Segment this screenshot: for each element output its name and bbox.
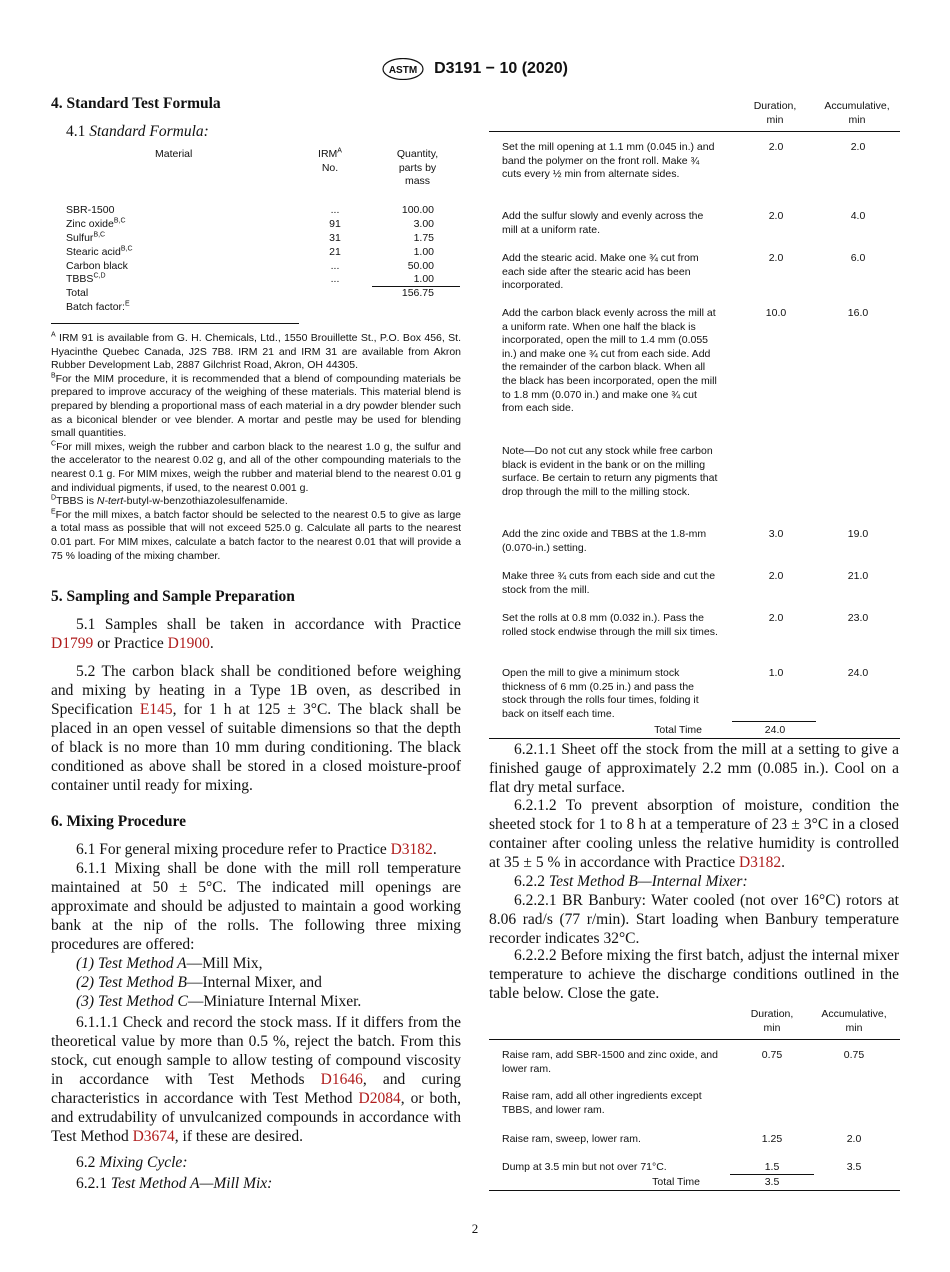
step-description: Note—Do not cut any stock while free carbon black is evident in the bank or on the milling surface. Be certain to return any pigments that drop through the mill to the milling stock.: [502, 445, 718, 498]
subsection-number: 4.1: [66, 123, 86, 140]
batch-factor: [66, 301, 130, 315]
text: .: [781, 854, 786, 871]
step-description: Raise ram, sweep, lower ram.: [502, 1133, 641, 1145]
material-footnote-mark: B,C: [93, 231, 106, 239]
step-duration: 2.0: [768, 210, 784, 222]
method-label: (1) Test Method A: [76, 955, 187, 972]
text: 6.2.1.2 To prevent absorption of moisture, condition the sheeted stock for 1 to 8 h at a temperature of 23 ± 3°C in a closed container after cooling unless the relative humidity is controlled at 35 ± 5 % in accordance with Practice: [489, 797, 899, 871]
link-d1900[interactable]: D1900: [167, 635, 210, 652]
paragraph-6-2-2-2: 6.2.2.2 Before mixing the first batch, adjust the internal mixer temperature to achieve the discharge conditions outlined in the table below. Close the gate.: [489, 947, 899, 1002]
mill-total-value: 24.0: [764, 724, 786, 736]
footnote-text: IRM 91 is available from G. H. Chemicals, Ltd., 1550 Brouillette St., P.O. Box 456, St. Hyacinthe Quebec Canada, J2S 7B8. IRM 21 and IRM 31 are available from Akron Rubber Development Lab, 2887 Gilchrist Road, Akron, OH 44305.: [51, 332, 462, 372]
total-label: Total: [66, 287, 89, 299]
banbury-col-duration: [737, 1008, 807, 1035]
material-name: SBR-1500: [66, 204, 115, 216]
link-d3674[interactable]: D3674: [132, 1128, 175, 1145]
page-header: [0, 58, 950, 80]
step-accumulative: 6.0: [850, 252, 866, 264]
header-line: Duration,: [753, 100, 797, 112]
step-description: Open the mill to give a minimum stock thickness of 6 mm (0.25 in.) and pass the stock through the rolls four times, folding it back on itself each time.: [502, 667, 699, 720]
formula-material: [66, 218, 126, 232]
link-e145[interactable]: E145: [139, 701, 173, 718]
paragraph-6-2: [51, 1153, 461, 1172]
link-d3182[interactable]: D3182: [738, 854, 782, 871]
formula-irm: 21: [329, 246, 341, 258]
method-desc: —Mill Mix,: [186, 955, 263, 972]
step-accumulative: 16.0: [847, 307, 869, 319]
col-header-irm: [310, 148, 350, 175]
footnote-e: [51, 509, 461, 563]
batch-factor-sup: E: [124, 300, 130, 308]
step-duration: 2.0: [768, 570, 784, 582]
step-duration: 1.0: [768, 667, 784, 679]
method-label: (2) Test Method B: [76, 974, 187, 991]
text: Test Method B—Internal Mixer:: [548, 873, 748, 890]
paragraph-6-2-1-1: 6.2.1.1 Sheet off the stock from the mill at a setting to give a finished gauge of approximately 2.2 mm (0.085 in.). Cool on a flat dry metal surface.: [489, 741, 899, 796]
method-desc: —Internal Mixer, and: [186, 974, 322, 991]
banbury-col-accumulative: [807, 1008, 901, 1035]
footnote-c: [51, 441, 461, 495]
step-accumulative: 3.5: [846, 1161, 862, 1173]
material-name: Zinc oxide: [66, 218, 114, 230]
text: 6.2.1: [76, 1175, 107, 1192]
footnote-mark: C: [51, 440, 57, 448]
astm-logo-icon: [382, 58, 424, 80]
step-accumulative: 2.0: [850, 141, 866, 153]
banbury-header-rule: [489, 1039, 900, 1040]
footnote-mark: D: [51, 494, 57, 502]
step-description: Set the mill opening at 1.1 mm (0.045 in.) and band the polymer on the front roll. Make ¾ cuts every ½ min from alternate sides.: [502, 141, 715, 181]
footnote-a: [51, 332, 461, 373]
header-line: min: [766, 113, 784, 126]
step-accumulative: 0.75: [843, 1049, 865, 1061]
step-description: Add the stearic acid. Make one ¾ cut from each side after the stearic acid has been incorporated.: [502, 252, 699, 292]
text: or Practice: [93, 635, 168, 652]
header-line: min: [763, 1021, 781, 1034]
formula-quantity: 100.00: [401, 204, 434, 216]
paragraph-6-1-1-1: [51, 1013, 461, 1146]
footnote-italic: N-tert: [96, 495, 124, 508]
paragraph-5-1: [51, 615, 461, 653]
formula-irm: ...: [330, 260, 340, 272]
link-d2084[interactable]: D2084: [358, 1090, 401, 1107]
footnote-text: For the MIM procedure, it is recommended that a blend of compounding materials be prepared to improve accuracy of the weighing of these materials. This material blend is prepared by blending a proportional mass of each material in a dry powder blender such as a biconical blender or vee blender. A mortar and pestle may be used for blending small quantities.: [51, 372, 461, 440]
svg-text:ASTM: ASTM: [388, 65, 418, 76]
section-6-heading: 6. Mixing Procedure: [51, 813, 187, 830]
text: 5.1 Samples shall be taken in accordance with Practice: [76, 616, 461, 633]
material-footnote-mark: B,C: [113, 217, 126, 225]
text: .: [432, 841, 437, 858]
step-description: Add the zinc oxide and TBBS at the 1.8-mm (0.070-in.) setting.: [502, 528, 707, 554]
total-value: 156.75: [401, 287, 434, 299]
formula-material: [66, 232, 105, 246]
method-c: [51, 992, 461, 1011]
paragraph-5-2: [51, 662, 461, 795]
step-description: Add the sulfur slowly and evenly across the mill at a uniform rate.: [502, 210, 704, 236]
qty-line-1: Quantity,: [396, 148, 439, 160]
step-accumulative: 19.0: [847, 528, 869, 540]
mill-bottom-rule: [489, 738, 900, 739]
step-duration: 3.0: [768, 528, 784, 540]
formula-irm: 91: [329, 218, 341, 230]
text: Test Method A—Mill Mix:: [110, 1175, 273, 1192]
text: , or both, and extrudability of unvulcanized compounds in accordance with Test Method: [51, 1090, 461, 1145]
paragraph-6-2-1-2: [489, 796, 899, 872]
footnotes: [51, 332, 461, 563]
step-description: Raise ram, add SBR-1500 and zinc oxide, and lower ram.: [502, 1049, 718, 1075]
formula-irm: ...: [330, 204, 340, 216]
irm-sup: A: [337, 147, 342, 155]
header-line: Accumulative,: [824, 100, 890, 112]
formula-quantity: 1.00: [413, 273, 434, 285]
col-header-material: Material: [155, 148, 193, 160]
method-b: [51, 973, 461, 992]
formula-irm: ...: [330, 273, 340, 285]
irm-label: IRM: [318, 148, 338, 160]
method-label: (3) Test Method C: [76, 993, 188, 1010]
mill-header-rule: [489, 131, 900, 132]
irm-no-label: No.: [321, 161, 339, 174]
formula-irm: 31: [329, 232, 341, 244]
text: , if these are desired.: [174, 1128, 304, 1145]
footnote-text: For mill mixes, weigh the rubber and carbon black to the nearest 1.0 g, the sulfur and the accelerator to the nearest 0.02 g, and all of the other compounding materials to the nearest 0.1 g. For MIM mixes, weigh the rubber and material blend to the nearest 0.01 g and individual pigments, if used, to the nearest 0.001 g.: [51, 440, 461, 494]
formula-quantity: 1.00: [413, 246, 434, 258]
paragraph-6-1: [51, 840, 461, 859]
method-desc: —Miniature Internal Mixer.: [187, 993, 362, 1010]
material-footnote-mark: B,C: [120, 245, 133, 253]
step-duration: 1.5: [764, 1161, 780, 1173]
formula-material: [66, 246, 133, 260]
mill-total-label: Total Time: [654, 724, 702, 736]
subsection-title: Standard Formula:: [89, 123, 209, 140]
text: 6.2.2: [514, 873, 545, 890]
text: 6.1 For general mixing procedure refer to Practice: [76, 841, 391, 858]
formula-quantity: 3.00: [413, 218, 434, 230]
step-duration: 1.25: [761, 1133, 783, 1145]
paragraph-6-2-2: [489, 872, 899, 891]
footnote-b: [51, 373, 461, 441]
header-line: min: [845, 1021, 863, 1034]
col-header-quantity: [380, 148, 455, 189]
footnote-d: [51, 495, 461, 509]
link-d3182[interactable]: D3182: [390, 841, 433, 858]
banbury-bottom-rule: [489, 1190, 900, 1191]
paragraph-6-1-1: 6.1.1 Mixing shall be done with the mill roll temperature maintained at 50 ± 5°C. The indicated mill openings are approximate and should be adjusted to maintain a good working bank at the nip of the rolls. The following three mixing procedures are offered:: [51, 860, 461, 953]
document-designation: D3191 − 10 (2020): [434, 60, 568, 77]
step-description: Raise ram, add all other ingredients except TBBS, and lower ram.: [502, 1090, 702, 1116]
step-duration: 2.0: [768, 141, 784, 153]
step-accumulative: 4.0: [850, 210, 866, 222]
step-description: Dump at 3.5 min but not over 71°C.: [502, 1161, 667, 1173]
section-4-heading: 4. Standard Test Formula: [51, 95, 221, 112]
method-list: [51, 954, 461, 1011]
formula-material: [66, 273, 106, 287]
page-number: 2: [471, 1221, 479, 1236]
mill-col-accumulative: [810, 100, 904, 127]
qty-line-2: parts by: [398, 161, 437, 174]
batch-factor-label: Batch factor:: [66, 301, 125, 313]
step-description: Set the rolls at 0.8 mm (0.032 in.). Pass the rolled stock endwise through the mill six times.: [502, 612, 718, 638]
material-name: Sulfur: [66, 232, 94, 244]
banbury-total-rule: [730, 1174, 814, 1175]
footnote-text: For the mill mixes, a batch factor should be selected to the nearest 0.5 to give as large a total mass as possible that will not exceed 525.0 g. Calculate all parts to the nearest 0.01 part. For MIM mixes, calculate a batch factor to the nearest 0.01 that will provide a 75 % loading of the mixing chamber.: [51, 508, 461, 562]
text: Mixing Cycle:: [99, 1154, 188, 1171]
step-duration: 2.0: [768, 252, 784, 264]
material-name: Stearic acid: [66, 246, 121, 258]
header-line: Duration,: [750, 1008, 794, 1020]
material-footnote-mark: C,D: [93, 272, 106, 280]
step-accumulative: 24.0: [847, 667, 869, 679]
footnote-mark: E: [51, 508, 56, 516]
method-a: [51, 954, 461, 973]
step-duration: 2.0: [768, 612, 784, 624]
footnote-text: TBBS is: [56, 495, 97, 508]
text: 6.1.1.1 Check and record the stock mass. If it differs from the theoretical value by more than 0.5 %, reject the batch. From this stock, cut enough sample to allow testing of compound viscosity in accordance with Test Methods: [51, 1014, 461, 1088]
formula-quantity: 50.00: [407, 260, 434, 272]
mill-col-duration: [740, 100, 810, 127]
paragraph-6-2-1: [51, 1174, 461, 1193]
banbury-total-label: Total Time: [652, 1176, 700, 1188]
step-duration: 0.75: [761, 1049, 783, 1061]
formula-quantity: 1.75: [413, 232, 434, 244]
step-description: Add the carbon black evenly across the mill at a uniform rate. When one half the black is incorporated, open the mill to 1.4 mm (0.055 in.) and make one ¾ cut from each side. Add the remainder of the carbon black. When all the black has been incorporated, open the mill to 1.8 mm (0.070 in.) and make one ¾ cut from each side.: [502, 307, 717, 415]
step-accumulative: 23.0: [847, 612, 869, 624]
material-name: TBBS: [66, 273, 94, 285]
qty-line-3: mass: [404, 175, 431, 188]
footnote-rule: [51, 323, 299, 324]
subsection-4-1: [66, 122, 209, 141]
footnote-mark: A: [51, 331, 56, 339]
text: .: [209, 635, 214, 652]
material-name: Carbon black: [66, 260, 128, 272]
formula-material: [66, 204, 114, 218]
step-duration: 10.0: [765, 307, 787, 319]
step-description: Make three ¾ cuts from each side and cut the stock from the mill.: [502, 570, 716, 596]
footnote-mark: B: [51, 372, 56, 380]
link-d1646[interactable]: D1646: [320, 1071, 363, 1088]
footnote-text: -butyl-w-benzothiazolesulfenamide.: [123, 495, 288, 508]
step-accumulative: 21.0: [847, 570, 869, 582]
text: , for 1 h at 125 ± 3°C. The black shall be placed in an open vessel of suitable dimensions so that the depth of black is no more than 10 mm during conditioning. The black conditioned as above shall be stored in a closed moisture-proof container until ready for mixing.: [51, 701, 461, 794]
text: 6.2: [76, 1154, 96, 1171]
section-5-heading: 5. Sampling and Sample Preparation: [51, 588, 295, 605]
text: 5.2 The carbon black shall be conditioned before weighing and mixing by heating in a Type 1B oven, as described in Specification: [51, 663, 461, 718]
header-line: min: [848, 113, 866, 126]
text: , and curing characteristics in accordance with Test Method: [51, 1071, 461, 1107]
step-accumulative: 2.0: [846, 1133, 862, 1145]
link-d1799[interactable]: D1799: [51, 635, 94, 652]
banbury-total-value: 3.5: [764, 1176, 780, 1188]
paragraph-6-2-2-1: 6.2.2.1 BR Banbury: Water cooled (not over 16°C) rotors at 8.06 rad/s (77 r/min). Start loading when Banbury temperature recorder indicates 32°C.: [489, 892, 899, 947]
header-line: Accumulative,: [821, 1008, 887, 1020]
mill-total-rule: [732, 721, 816, 722]
